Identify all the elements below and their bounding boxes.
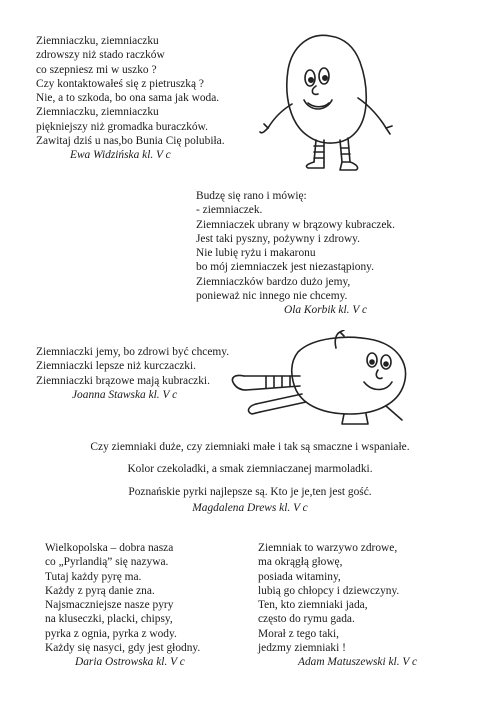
poem-line: lubią go chłopcy i dziewczyny. <box>258 584 400 597</box>
poem-line: Każdy z pyrą danie zna. <box>45 584 155 597</box>
poem-line: Nie lubię ryżu i makaronu <box>196 247 316 260</box>
poem-3 <box>36 345 229 402</box>
poem-author: Daria Ostrowska kl. V c <box>75 656 185 669</box>
poem-line: Morał z tego taki, <box>258 627 339 640</box>
poem-author: Adam Matuszewski kl. V c <box>298 656 418 669</box>
poem-line: ma okrągłą głowę, <box>258 556 343 569</box>
lying-potato-illustration <box>226 330 416 430</box>
poem-1 <box>36 34 225 162</box>
centered-line <box>0 486 500 498</box>
poem-line: Ziemniaczki brązowe mają kubraczki. <box>36 374 210 387</box>
poem-line: Ziemniak to warzywo zdrowe, <box>258 542 398 554</box>
poem-line: Ziemniaczki lepsze niż kurczaczki. <box>36 360 197 373</box>
poem-line: Ten, kto ziemniaki jada, <box>258 599 368 612</box>
poem-line: piękniejszy niż gromadka buraczków. <box>36 120 208 133</box>
poem-line: Ziemniaczku, ziemniaczku <box>36 35 159 47</box>
poem-line: Jest taki pyszny, pożywny i zdrowy. <box>196 232 360 245</box>
poem-line: Poznańskie pyrki najlepsze są. Kto je je,ten jest gość. <box>128 486 372 498</box>
poem-line: co szepniesz mi w uszko ? <box>36 63 157 76</box>
poem-line: Ziemniaczki jemy, bo zdrowi być chcemy. <box>36 346 230 358</box>
poem-2 <box>196 189 395 317</box>
poem-line: Każdy się nasyci, gdy jest głodny. <box>45 642 201 655</box>
poem-line: Najsmaczniejsze nasze pyry <box>45 599 174 612</box>
poem-line: Czy kontaktowałeś się z pietruszką ? <box>36 77 204 90</box>
poem-line: pyrka z ognia, pyrka z wody. <box>45 627 177 640</box>
poem-author: Ola Korbik kl. V c <box>284 304 367 317</box>
poem-line: posiada witaminy, <box>258 570 341 583</box>
poem-line: Nie, a to szkoda, bo ona sama jak woda. <box>36 92 220 105</box>
poem-author: Joanna Stawska kl. V c <box>72 388 178 401</box>
poem-line: Budzę się rano i mówię: <box>196 190 307 202</box>
poem-line: Czy ziemniaki duże, czy ziemniaki małe i tak są smaczne i wspaniałe. <box>90 441 410 453</box>
centered-line <box>0 463 500 475</box>
poem-line: Ziemniaczek ubrany w brązowy kubraczek. <box>196 218 395 231</box>
poem-5 <box>45 541 200 669</box>
poem-line: Ziemniaczków bardzo dużo jemy, <box>196 275 351 288</box>
poem-line: Wielkopolska – dobra nasza <box>45 542 174 554</box>
poem-line: Kolor czekoladki, a smak ziemniaczanej marmoladki. <box>127 463 373 475</box>
poem-line: co „Pyrlandią” się nazywa. <box>45 556 169 569</box>
poem-6 <box>258 541 417 669</box>
standing-potato-illustration <box>252 28 412 188</box>
poem-line: Tutaj każdy pyrę ma. <box>45 570 142 583</box>
poem-line: ponieważ nic innego nie chcemy. <box>196 290 348 303</box>
poem-line: bo mój ziemniaczek jest niezastąpiony. <box>196 261 374 274</box>
centered-author <box>0 501 500 515</box>
poem-line: na kluseczki, placki, chipsy, <box>45 613 173 626</box>
poem-line: Zawitaj dziś u nas,bo Bunia Cię polubiła. <box>36 135 225 148</box>
poem-line: - ziemniaczek. <box>196 204 263 217</box>
poem-line: zdrowszy niż stado raczków <box>36 49 165 62</box>
poem-author: Ewa Widzińska kl. V c <box>70 149 171 162</box>
poem-line: jedzmy ziemniaki ! <box>258 642 346 655</box>
centered-line <box>0 441 500 453</box>
poem-line: Ziemniaczku, ziemniaczku <box>36 106 159 119</box>
poem-line: często do rymu gada. <box>258 613 355 626</box>
poem-author: Magdalena Drews kl. V c <box>192 502 308 514</box>
